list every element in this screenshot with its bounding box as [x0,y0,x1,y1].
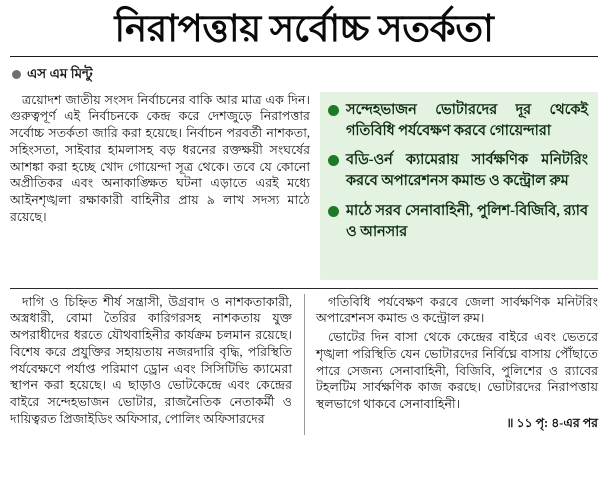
bottom-section [10,294,598,435]
green-bullet-icon [328,155,339,166]
green-bullet-icon [328,206,339,217]
paragraph: ভোটের দিন বাসা থেকে কেন্দ্রের বাইরে এবং ভেতরে শৃঙ্খলা পরিস্থিতি যেন ভোটারদের নির্বিঘ্নে বাসায় পৌঁছাতে পারে সেজন্য সেনাবাহিনী, বিজিবি, পুলিশের ও র‍্যাবের টহলটিম সার্বক্ষণিক কাজ করছে। ভোটারদের নিরাপত্তায় স্থলভাগে থাকবে সেনাবাহিনী। [316,330,598,412]
list-item [328,100,588,142]
highlight-column [320,92,598,280]
continuation-reference: ॥ ১১ পৃ: ৪-এর পর [506,415,598,430]
list-item [328,201,588,243]
byline [12,63,598,86]
highlight-text: বডি-ওর্ন ক্যামেরায় সার্বক্ষণিক মনিটরিং করবে অপারেশনস কমান্ড ও কন্ট্রোল রুম [346,152,588,190]
body-column-1 [10,294,292,430]
body-column-2 [304,294,598,435]
top-section [10,92,598,280]
highlight-box [320,92,598,280]
page-title: নিরাপত্তায় সর্বোচ্চ সতর্কতা [114,9,494,50]
lead-column [10,92,310,228]
column-text [10,294,292,428]
byline-author: এস এম মিন্টু [27,65,93,81]
bullet-dot-icon [12,70,21,79]
highlight-text: মাঠে সরব সেনাবাহিনী, পুলিশ-বিজিবি, র‍্যাব ও আনসার [346,203,588,241]
lead-text [10,92,310,226]
section-divider [10,288,598,289]
list-item [328,150,588,192]
column-text [316,294,598,413]
green-bullet-icon [328,105,339,116]
lead-paragraph: ত্রয়োদশ জাতীয় সংসদ নির্বাচনের বাকি আর মাত্র এক দিন। গুরুত্বপূর্ণ এই নির্বাচনকে কেন্দ্র করে দেশজুড়ে নিরাপত্তার সর্বোচ্চ সতর্কতা জারি করা হয়েছে। নির্বাচন পরবর্তী নাশকতা, সহিংসতা, সাইবার হামলাসহ বড় ধরনের রক্তক্ষয়ী সংঘর্ষের আশঙ্কা করা হচ্ছে খোদ গোয়েন্দা সূত্র থেকে। তবে যে কোনো অপ্রীতিকর এবং অনাকাঙ্ক্ষিত ঘটনা এড়াতে এরই মধ্যে আইনশৃঙ্খলা রক্ষাকারী বাহিনীর প্রায় ৯ লাখ সদস্য মাঠে রয়েছে। [10,92,310,224]
headline-divider [10,56,598,57]
highlight-text: সন্দেহভাজন ভোটারদের দূর থেকেই গতিবিধি পর্যবেক্ষণ করবে গোয়েন্দারা [346,101,588,139]
paragraph: গতিবিধি পর্যবেক্ষণ করবে জেলা সার্বক্ষণিক মনিটরিং অপারেশনস কমান্ড ও কন্ট্রোল রুম। [316,294,598,326]
paragraph: দাগি ও চিহ্নিত শীর্ষ সন্ত্রাসী, উগ্রবাদ ও নাশকতাকারী, অস্ত্রধারী, বোমা তৈরির কারিগরসহ নাশকতায় যুক্ত অপরাধীদের ধরতে যৌথবাহিনীর কার্যক্রম চলমান রয়েছে। বিশেষ করে প্রযুক্তির সহায়তায় নজরদারি বৃদ্ধি, পরিস্থিতি পর্যবেক্ষণে পর্যাপ্ত পরিমাণ ড্রোন এবং সিসিটিভি ক্যামেরা স্থাপন করা হয়েছে। এ ছাড়াও ভোটকেন্দ্রে এবং কেন্দ্রের বাইরে সন্দেহভাজন ভোটার, রাজনৈতিক নেতাকর্মী ও দায়িত্বরত প্রিজাইডিং অফিসার, পোলিং অফিসারদের [10,294,292,426]
